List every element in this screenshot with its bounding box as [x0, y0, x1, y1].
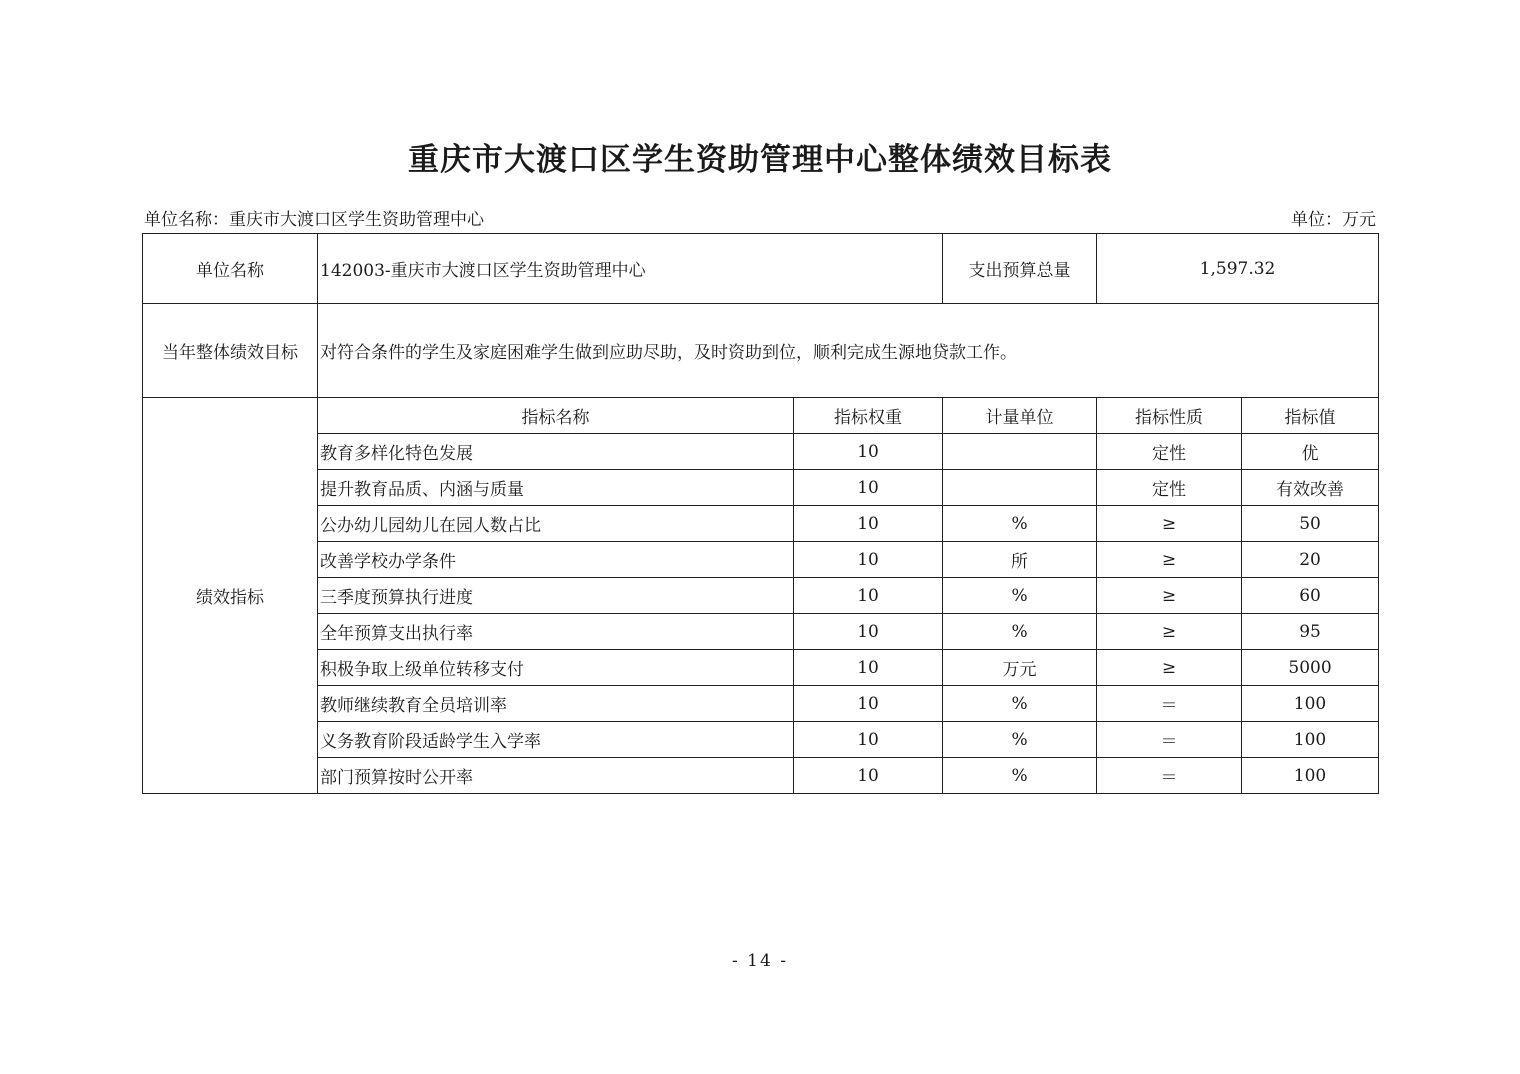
- table-row: [143, 578, 1379, 614]
- measure-unit-cell: 所: [943, 542, 1097, 578]
- indicator-name-cell: 改善学校办学条件: [318, 542, 794, 578]
- indicator-nature-cell: ＝: [1097, 758, 1242, 794]
- indicator-nature-cell: 定性: [1097, 470, 1242, 506]
- indicator-value-cell: 50: [1242, 506, 1379, 542]
- table-row: [143, 758, 1379, 794]
- budget-label-cell: 支出预算总量: [943, 234, 1097, 304]
- measure-unit-cell: [943, 470, 1097, 506]
- table-row: [143, 722, 1379, 758]
- header-indicator-name: 指标名称: [318, 398, 794, 434]
- indicator-nature-cell: ＝: [1097, 686, 1242, 722]
- unit-value-cell: 142003-重庆市大渡口区学生资助管理中心: [318, 234, 943, 304]
- measure-unit-cell: %: [943, 686, 1097, 722]
- table-row: [143, 614, 1379, 650]
- indicator-value-cell: 60: [1242, 578, 1379, 614]
- indicator-weight-cell: 10: [794, 506, 943, 542]
- table-row: [143, 542, 1379, 578]
- indicator-name-cell: 教育多样化特色发展: [318, 434, 794, 470]
- table-row: [143, 470, 1379, 506]
- indicator-name-cell: 三季度预算执行进度: [318, 578, 794, 614]
- indicator-name-cell: 部门预算按时公开率: [318, 758, 794, 794]
- measure-unit-cell: %: [943, 758, 1097, 794]
- indicator-weight-cell: 10: [794, 686, 943, 722]
- indicator-nature-cell: 定性: [1097, 434, 1242, 470]
- indicator-weight-cell: 10: [794, 650, 943, 686]
- indicator-nature-cell: ≥: [1097, 578, 1242, 614]
- measure-unit-cell: [943, 434, 1097, 470]
- indicator-name-cell: 全年预算支出执行率: [318, 614, 794, 650]
- header-indicator-nature: 指标性质: [1097, 398, 1242, 434]
- indicator-weight-cell: 10: [794, 722, 943, 758]
- indicator-value-cell: 100: [1242, 758, 1379, 794]
- indicator-value-cell: 有效改善: [1242, 470, 1379, 506]
- indicator-value-cell: 5000: [1242, 650, 1379, 686]
- table-row: [143, 506, 1379, 542]
- goal-label-cell: 当年整体绩效目标: [143, 304, 318, 398]
- currency-unit-line: 单位：万元: [1291, 210, 1376, 230]
- goal-row: [143, 304, 1379, 398]
- unit-row: [143, 234, 1379, 304]
- indicator-value-cell: 100: [1242, 722, 1379, 758]
- measure-unit-cell: %: [943, 578, 1097, 614]
- indicator-nature-cell: ＝: [1097, 722, 1242, 758]
- indicator-name-cell: 义务教育阶段适龄学生入学率: [318, 722, 794, 758]
- header-indicator-weight: 指标权重: [794, 398, 943, 434]
- indicator-value-cell: 100: [1242, 686, 1379, 722]
- indicator-header-row: [143, 398, 1379, 434]
- indicator-weight-cell: 10: [794, 614, 943, 650]
- indicator-weight-cell: 10: [794, 578, 943, 614]
- indicator-nature-cell: ≥: [1097, 542, 1242, 578]
- unit-label-cell: 单位名称: [143, 234, 318, 304]
- indicator-nature-cell: ≥: [1097, 614, 1242, 650]
- measure-unit-cell: %: [943, 506, 1097, 542]
- unit-name-line: 单位名称：重庆市大渡口区学生资助管理中心: [144, 210, 484, 230]
- measure-unit-cell: 万元: [943, 650, 1097, 686]
- measure-unit-cell: %: [943, 614, 1097, 650]
- indicator-weight-cell: 10: [794, 758, 943, 794]
- page-number: - 14 -: [732, 951, 788, 971]
- indicator-name-cell: 公办幼儿园幼儿在园人数占比: [318, 506, 794, 542]
- budget-value-cell: 1,597.32: [1097, 234, 1379, 304]
- indicator-weight-cell: 10: [794, 542, 943, 578]
- table-row: [143, 686, 1379, 722]
- goal-value-cell: 对符合条件的学生及家庭困难学生做到应助尽助，及时资助到位，顺利完成生源地贷款工作。: [318, 304, 1379, 398]
- indicator-value-cell: 优: [1242, 434, 1379, 470]
- indicator-value-cell: 20: [1242, 542, 1379, 578]
- indicator-weight-cell: 10: [794, 470, 943, 506]
- indicator-name-cell: 教师继续教育全员培训率: [318, 686, 794, 722]
- indicator-name-cell: 积极争取上级单位转移支付: [318, 650, 794, 686]
- indicator-value-cell: 95: [1242, 614, 1379, 650]
- table-row: [143, 434, 1379, 470]
- header-indicator-value: 指标值: [1242, 398, 1379, 434]
- performance-target-table: [142, 233, 1379, 794]
- indicators-label-cell: 绩效指标: [143, 398, 318, 794]
- table-row: [143, 650, 1379, 686]
- indicator-nature-cell: ≥: [1097, 650, 1242, 686]
- indicator-nature-cell: ≥: [1097, 506, 1242, 542]
- indicator-weight-cell: 10: [794, 434, 943, 470]
- document-title: 重庆市大渡口区学生资助管理中心整体绩效目标表: [408, 142, 1112, 178]
- measure-unit-cell: %: [943, 722, 1097, 758]
- indicator-name-cell: 提升教育品质、内涵与质量: [318, 470, 794, 506]
- header-measure-unit: 计量单位: [943, 398, 1097, 434]
